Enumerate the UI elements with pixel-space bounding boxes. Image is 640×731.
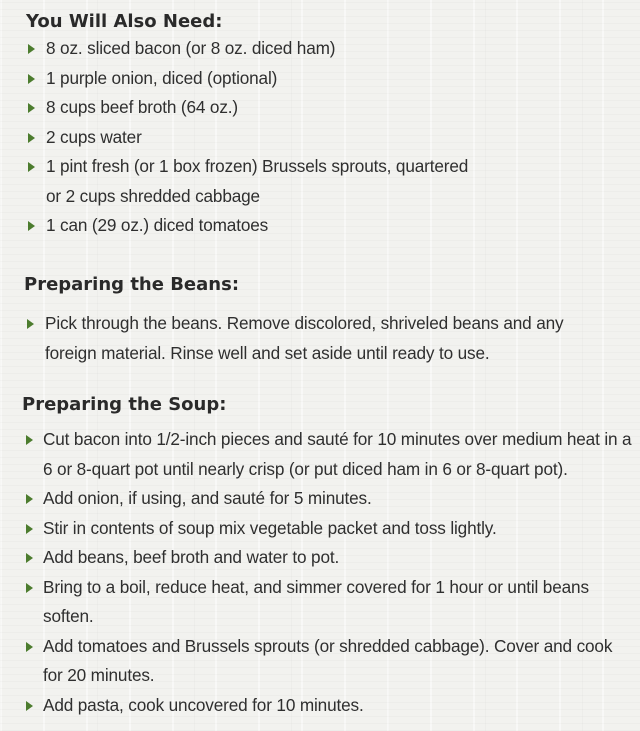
list-item: Add beans, beef broth and water to pot. [0,543,633,573]
triangle-bullet-icon [26,524,33,534]
triangle-bullet-icon [28,221,35,231]
list-item: 1 can (29 oz.) diced tomatoes [0,211,640,241]
list-item: Add tomatoes and Brussels sprouts (or shredded cabbage). Cover and cook for 20 minutes. [0,632,633,691]
triangle-bullet-icon [27,319,34,329]
you-will-also-need-heading: You Will Also Need: [26,11,223,32]
triangle-bullet-icon [28,162,35,172]
triangle-bullet-icon [26,553,33,563]
preparing-soup-heading: Preparing the Soup: [22,394,227,415]
list-item: 2 cups water [0,123,640,153]
soup-steps-list [0,425,640,720]
preparing-beans-heading: Preparing the Beans: [24,274,240,295]
triangle-bullet-icon [26,435,33,445]
beans-steps-list [0,309,640,368]
list-item: 8 cups beef broth (64 oz.) [0,93,640,123]
list-item: 1 pint fresh (or 1 box frozen) Brussels sprouts, quartered [0,152,640,182]
triangle-bullet-icon [26,642,33,652]
preparing-beans-section [0,273,640,368]
preparing-soup-section [0,393,640,720]
list-item: Add pasta, cook uncovered for 10 minutes. [0,691,633,721]
ingredients-list [0,34,640,241]
triangle-bullet-icon [28,44,35,54]
list-item: 8 oz. sliced bacon (or 8 oz. diced ham) [0,34,640,64]
list-item: Bring to a boil, reduce heat, and simmer covered for 1 hour or until beans soften. [0,573,633,632]
triangle-bullet-icon [26,701,33,711]
triangle-bullet-icon [26,494,33,504]
list-item: 1 purple onion, diced (optional) [0,64,640,94]
list-item: Pick through the beans. Remove discolored, shriveled beans and any foreign material. Rinse well and set aside until ready to use. [0,309,600,368]
list-item: Add onion, if using, and sauté for 5 minutes. [0,484,633,514]
list-item: Cut bacon into 1/2-inch pieces and sauté for 10 minutes over medium heat in a 6 or 8-quart pot until nearly crisp (or put diced ham in 6 or 8-quart pot). [0,425,633,484]
triangle-bullet-icon [26,583,33,593]
list-item-continuation: or 2 cups shredded cabbage [46,185,260,206]
triangle-bullet-icon [28,74,35,84]
you-will-also-need-section [0,10,640,241]
list-item: Stir in contents of soup mix vegetable packet and toss lightly. [0,514,633,544]
triangle-bullet-icon [28,103,35,113]
triangle-bullet-icon [28,133,35,143]
